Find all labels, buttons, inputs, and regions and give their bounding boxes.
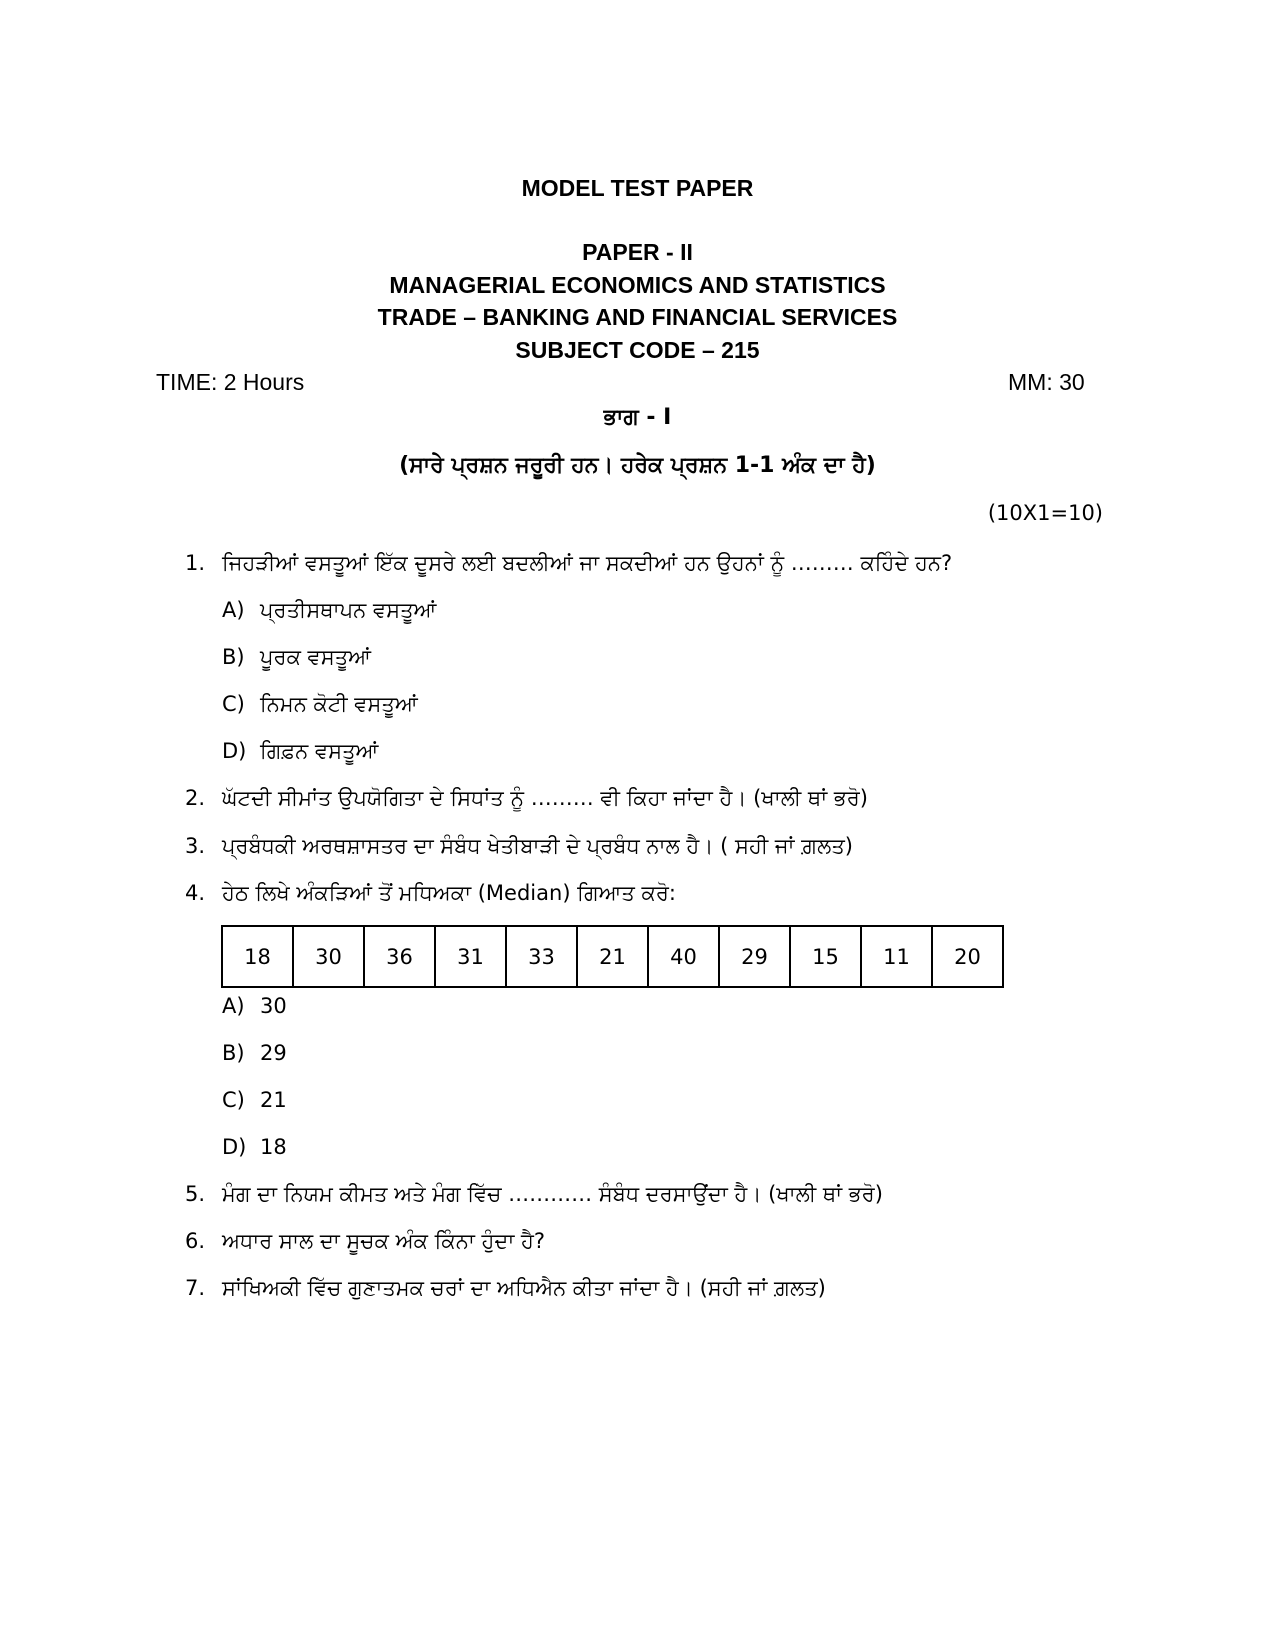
table-cell: 20: [932, 926, 1003, 987]
option-label: D): [222, 1135, 247, 1159]
option-text: ਪੂਰਕ ਵਸਤੂਆਂ: [260, 645, 372, 669]
question-text: ਪ੍ਰਬੰਧਕੀ ਅਰਥਸ਼ਾਸਤਰ ਦਾ ਸੰਬੰਧ ਖੇਤੀਬਾੜੀ ਦੇ ਪ੍ਰਬੰਧ ਨਾਲ ਹੈ। ( ਸਹੀ ਜਾਂ ਗ਼ਲਤ): [222, 834, 853, 858]
subject-code: SUBJECT CODE – 215: [515, 337, 760, 363]
table-cell: 11: [861, 926, 932, 987]
option-b: [222, 643, 371, 671]
option-text: 29: [260, 1041, 287, 1065]
option-label: A): [222, 598, 245, 622]
option-b: [222, 1039, 287, 1067]
question-text: ਜਿਹੜੀਆਂ ਵਸਤੂਆਂ ਇੱਕ ਦੂਸਰੇ ਲਈ ਬਦਲੀਆਂ ਜਾ ਸਕਦੀਆਂ ਹਨ ਉਹਨਾਂ ਨੂੰ ……… ਕਹਿੰਦੇ ਹਨ?: [222, 551, 953, 575]
table-cell: 31: [435, 926, 506, 987]
option-label: D): [222, 739, 247, 763]
time-allowed: TIME: 2 Hours: [156, 369, 305, 395]
section-marks: (10X1=10): [987, 501, 1103, 525]
table-cell: 15: [790, 926, 861, 987]
question-number: 4.: [185, 881, 206, 905]
option-text: ਪ੍ਰਤੀਸਥਾਪਨ ਵਸਤੂਆਂ: [260, 598, 437, 622]
paper-title: MODEL TEST PAPER: [521, 175, 754, 201]
option-d: [222, 737, 378, 765]
question-number: 6.: [185, 1229, 206, 1253]
table-cell: 36: [364, 926, 435, 987]
table-cell: 21: [577, 926, 648, 987]
table-cell: 18: [222, 926, 293, 987]
question-text: ਸਾਂਖਿਅਕੀ ਵਿੱਚ ਗੁਣਾਤਮਕ ਚਰਾਂ ਦਾ ਅਧਿਐਨ ਕੀਤਾ ਜਾਂਦਾ ਹੈ। (ਸਹੀ ਜਾਂ ਗ਼ਲਤ): [222, 1276, 826, 1300]
max-marks: MM: 30: [1008, 369, 1085, 395]
section-instruction: (ਸਾਰੇ ਪ੍ਰਸ਼ਨ ਜਰੂਰੀ ਹਨ। ਹਰੇਕ ਪ੍ਰਸ਼ਨ 1-1 ਅੰਕ ਦਾ ਹੈ): [399, 453, 876, 478]
option-text: 18: [260, 1135, 287, 1159]
paper-number: PAPER - II: [582, 239, 693, 265]
option-label: A): [222, 994, 245, 1018]
question-text: ਮੰਗ ਦਾ ਨਿਯਮ ਕੀਮਤ ਅਤੇ ਮੰਗ ਵਿੱਚ ………… ਸੰਬੰਧ ਦਰਸਾਉਂਦਾ ਹੈ। (ਖਾਲੀ ਥਾਂ ਭਰੋ): [222, 1182, 883, 1206]
option-label: C): [222, 1088, 245, 1112]
option-label: C): [222, 692, 245, 716]
trade-name: TRADE – BANKING AND FINANCIAL SERVICES: [377, 304, 898, 330]
question-number: 2.: [185, 786, 206, 810]
question-number: 3.: [185, 834, 206, 858]
option-a: [222, 596, 436, 624]
subject-name: MANAGERIAL ECONOMICS AND STATISTICS: [389, 272, 886, 298]
question-number: 7.: [185, 1276, 206, 1300]
option-text: 30: [260, 994, 287, 1018]
question-text: ਅਧਾਰ ਸਾਲ ਦਾ ਸੂਚਕ ਅੰਕ ਕਿੰਨਾ ਹੁੰਦਾ ਹੈ?: [222, 1229, 546, 1253]
option-d: [222, 1133, 287, 1161]
option-text: 21: [260, 1088, 287, 1112]
option-a: [222, 992, 287, 1020]
option-c: [222, 1086, 287, 1114]
option-c: [222, 690, 418, 718]
option-text: ਗਿਫ਼ਨ ਵਸਤੂਆਂ: [260, 739, 379, 763]
option-label: B): [222, 645, 245, 669]
option-text: ਨਿਮਨ ਕੋਟੀ ਵਸਤੂਆਂ: [260, 692, 418, 716]
question-number: 5.: [185, 1182, 206, 1206]
table-row: [222, 926, 1003, 987]
option-label: B): [222, 1041, 245, 1065]
section-title: ਭਾਗ - I: [603, 405, 672, 430]
table-cell: 30: [293, 926, 364, 987]
question-number: 1.: [185, 551, 206, 575]
data-values-table: [221, 925, 1004, 988]
table-cell: 40: [648, 926, 719, 987]
table-cell: 33: [506, 926, 577, 987]
question-text: ਘੱਟਦੀ ਸੀਮਾਂਤ ਉਪਯੋਗਿਤਾ ਦੇ ਸਿਧਾਂਤ ਨੂੰ ……… ਵੀ ਕਿਹਾ ਜਾਂਦਾ ਹੈ। (ਖਾਲੀ ਥਾਂ ਭਰੋ): [222, 786, 868, 810]
table-cell: 29: [719, 926, 790, 987]
question-text: ਹੇਠ ਲਿਖੇ ਅੰਕੜਿਆਂ ਤੋਂ ਮਧਿਅਕਾ (Median) ਗਿਆਤ ਕਰੋ:: [222, 881, 676, 905]
